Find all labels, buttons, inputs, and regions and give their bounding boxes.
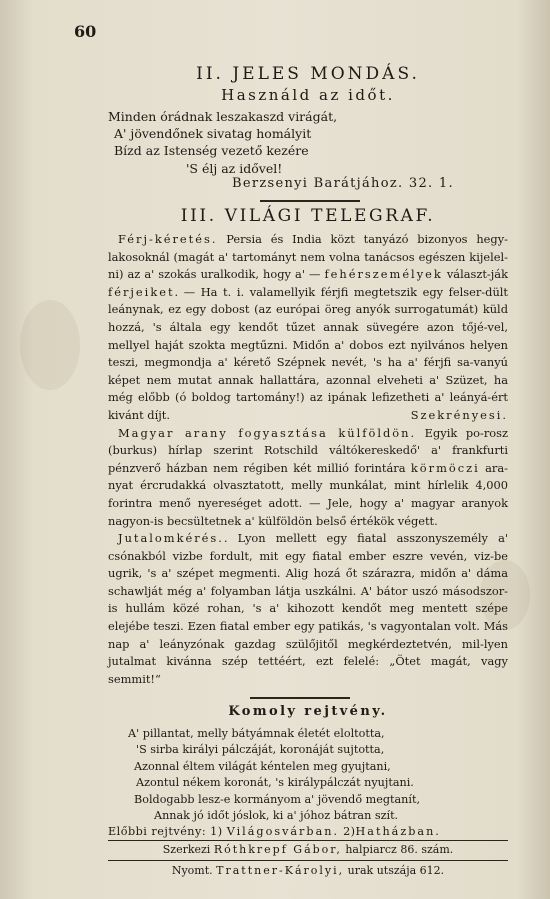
previous-riddle-label: Előbbi rejtvény: 1) [108,825,223,839]
poem-line: A' jövendőnek sivatag homályit [114,126,312,142]
paper-stain [20,300,80,390]
poem-line: Bízd az Istenség vezető kezére [114,143,309,159]
riddle-line: A' pillantat, melly bátyámnak életét eloltotta, [128,727,385,740]
riddle-line: Boldogabb lesz-e kormányom a' jövendő megtanít, [134,792,420,806]
page-number: 60 [74,22,97,41]
editor-address: halpiarcz 86. szám. [345,843,454,856]
article-lead: Magyar arany fogyasztása külföldön. [118,425,417,440]
printer-label: Nyomt. [171,864,213,877]
divider [260,200,360,202]
article-text: ara-nyat ércrudakká olvasztatott, melly munkálat, mint hírlelik 4,000 forintra menő nyereséget adott. — Jele, hogy a' magyar aranyok nagyon-is becsültetnek a' külföldön belső értékök végett. [108,460,508,528]
divider [108,860,508,861]
printer-line [108,864,508,877]
printer-address: urak utszája 612. [347,864,445,877]
riddle-line: Azontul nékem koronát, 's királypálczát nyujtani. [136,776,414,790]
article-emphasis: fehérszemélyek [324,267,443,282]
article-source: Szekrényesi. [410,407,508,422]
section-subheading: Használd az időt. [221,86,395,104]
riddle-title: Komoly rejtvény. [228,704,388,719]
editor-line [108,843,508,856]
riddle-line: 'S sirba királyi pálczáját, koronáját sujtotta, [136,743,385,757]
editor-name: Róthkrepf Gábor, [213,843,342,856]
riddle-line: Azonnal éltem világát kéntelen meg gyujtani, [134,759,391,773]
previous-riddle-label: 2) [343,825,356,839]
section-heading-vilagi-telegraf: III. VILÁGI TELEGRAF. [180,206,436,226]
telegraf-articles [108,231,508,688]
poem-line: Minden órádnak leszakaszd virágát, [108,109,338,124]
article-text: Persia és India közt tanyázó bizonyos hegy-lakosoknál (magát a' tartományt nem volna tanácsos egészen kijelel-ni) az a' szokás uralkodik, hogy a' — [108,232,508,282]
article-text: Egyik po-rosz (burkus) hírlap szerint Rotschild váltókereskedő' a' frankfurti pénzverő házban nem régiben két millió forintára [108,425,508,475]
poem-line: 'S élj az idővel! [186,160,283,176]
riddle-line: Annak jó időt jóslok, ki a' jóhoz bátran szít. [154,809,399,823]
article-lead: Férj-kéretés. [118,232,218,246]
editor-label: Szerkezi [162,843,211,856]
article-paragraph [108,231,508,425]
printer-name: Trattner-Károlyi, [216,864,345,877]
poem [108,108,508,177]
previous-riddle-answer [108,824,508,840]
poem-attribution: Berzsenyi Barátjához. 32. 1. [232,176,454,191]
previous-answer: Hatházban. [355,825,441,839]
article-paragraph [108,530,508,688]
divider [250,697,350,699]
article-text: . Lyon mellett egy fiatal asszonyszemély a' csónakból vizbe fordult, mit egy fiatal ember eszre vevén, viz-be ugrik, 's a' szépet megmenti. Alig hozá őt szárazra, midőn a' dáma schawlját még a' folyamban látja uszkálni. A' bátor uszó másodszor-is hullám közé rohan, 's a' kihozott kendőt meg mentett szépe elejébe teszi. Ezen fiatal ember egy patikás, 's vagyontalan volt. Más nap a' leányzónak gazdag szülőjitől megkérdeztetvén, mil-lyen jutalmat kivánna szép tettéért, ezt felelé: „Ötet magát, vagy semmit!“ [108,531,508,686]
article-emphasis: körmöczi [410,460,480,475]
article-lead: Jutalomkérés. [118,531,224,546]
section-heading-jeles-mondas: II. JELES MONDÁS. [196,64,420,84]
article-text: választ-ják [442,267,509,282]
article-paragraph [108,425,508,531]
riddle [108,726,508,841]
article-emphasis: férjeiket [108,284,175,299]
article-text: . — Ha t. i. valamellyik férjfi megtetszik egy felser-dült leánynak, ez egy dobost (az európai öreg anyók surrogatumát) küld hozzá, 's általa egy kendőt tűzet annak süvegére azon tőjé-vel, mellyel haját szokta megtűzni. Midőn a' dobos ezt nyilvános helyen teszi, megmondja a' kérető Szépnek nevét, 's ha a' férjfi sa-vanyú képet nem mutat annak hallattára, azonnal elveheti a' Szüzet, ha még előbb (ó boldog tartomány!) az ipának lefizetheti a' leányá-ért kivánt díjt. [108,284,508,422]
previous-answer: Világosvárban. [226,825,339,839]
divider [108,840,508,841]
